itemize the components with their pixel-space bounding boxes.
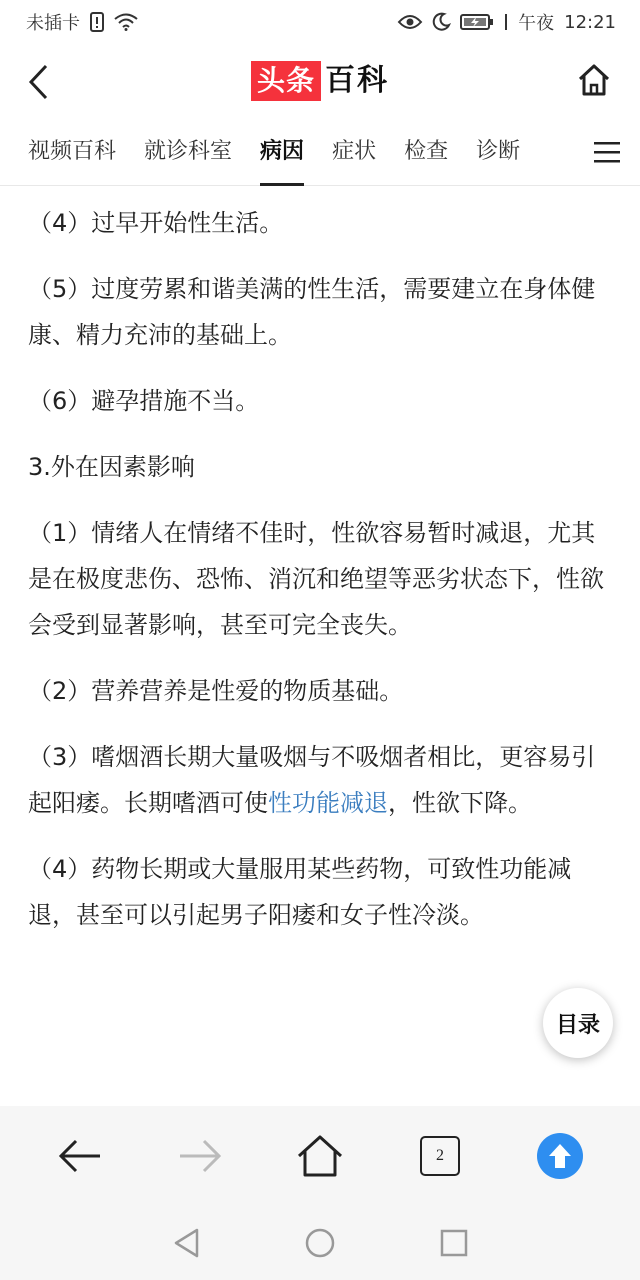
section-heading: 3.外在因素影响 bbox=[28, 453, 195, 481]
tab-symptoms[interactable]: 症状 bbox=[332, 138, 377, 164]
arrow-left-icon bbox=[58, 1138, 102, 1174]
separator-icon bbox=[504, 14, 508, 30]
browser-toolbar bbox=[0, 1106, 640, 1206]
browser-forward-button[interactable] bbox=[168, 1124, 232, 1188]
tab-diagnosis[interactable]: 诊断 bbox=[476, 138, 521, 164]
paragraph: （4）药物长期或大量服用某些药物，可致性功能减退，甚至可以引起男子阳痿和女子性冷淡。 bbox=[28, 855, 572, 929]
time-text: 12:21 bbox=[564, 11, 616, 33]
system-home-icon[interactable] bbox=[304, 1227, 336, 1259]
chevron-left-icon bbox=[27, 64, 49, 100]
paragraph: （5）过度劳累和谐美满的性生活，需要建立在身体健康、精力充沛的基础上。 bbox=[28, 275, 596, 349]
eye-icon bbox=[398, 14, 422, 30]
tabs-switcher-button[interactable] bbox=[408, 1124, 472, 1188]
period-text: 午夜 bbox=[518, 13, 555, 34]
up-arrow-icon bbox=[537, 1133, 583, 1179]
category-tabs bbox=[0, 118, 640, 186]
tab-examination[interactable]: 检查 bbox=[404, 138, 449, 164]
logo-part-red: 头条 bbox=[251, 61, 321, 101]
hamburger-icon bbox=[594, 141, 620, 163]
wifi-icon bbox=[114, 13, 138, 31]
paragraph: （1）情绪人在情绪不佳时，性欲容易暂时减退，尤其是在极度悲伤、恐怖、消沉和绝望等恶劣状态下，性欲会受到显著影响，甚至可完全丧失。 bbox=[28, 519, 604, 639]
header bbox=[0, 44, 640, 118]
home-icon bbox=[576, 62, 612, 98]
article-content bbox=[28, 186, 614, 1106]
paragraph-text: （3）嗜烟酒长期大量吸烟与不吸烟者相比，更容易引起阳痿。长期嗜酒可使 bbox=[28, 743, 596, 817]
sim-alert-icon bbox=[90, 12, 104, 32]
tabs-menu-button[interactable] bbox=[574, 118, 640, 185]
toc-button[interactable]: 目录 bbox=[543, 988, 613, 1058]
status-bar bbox=[0, 0, 640, 44]
system-recents-icon[interactable] bbox=[440, 1229, 468, 1257]
app-logo bbox=[251, 61, 389, 101]
scroll-top-button[interactable] bbox=[528, 1124, 592, 1188]
tab-cause[interactable]: 病因 bbox=[260, 118, 304, 186]
paragraph-text: ，性欲下降。 bbox=[388, 789, 532, 817]
tabs-fade bbox=[536, 118, 576, 185]
tab-department[interactable]: 就诊科室 bbox=[144, 138, 233, 164]
system-nav-bar bbox=[0, 1206, 640, 1280]
arrow-right-icon bbox=[178, 1138, 222, 1174]
home-icon bbox=[296, 1134, 344, 1178]
system-back-icon[interactable] bbox=[172, 1227, 200, 1259]
paragraph bbox=[28, 734, 614, 826]
paragraph: （4）过早开始性生活。 bbox=[28, 209, 284, 237]
tab-count: 2 bbox=[420, 1136, 460, 1176]
paragraph: （2）营养营养是性爱的物质基础。 bbox=[28, 677, 404, 705]
paragraph: （6）避孕措施不当。 bbox=[28, 387, 260, 415]
browser-home-button[interactable] bbox=[288, 1124, 352, 1188]
moon-icon bbox=[432, 13, 450, 31]
battery-icon bbox=[460, 13, 494, 31]
tab-video-encyclopedia[interactable]: 视频百科 bbox=[28, 138, 117, 164]
browser-back-button[interactable] bbox=[48, 1124, 112, 1188]
home-button[interactable] bbox=[574, 60, 614, 100]
back-button[interactable] bbox=[22, 62, 54, 102]
logo-part-black: 百科 bbox=[325, 63, 389, 98]
sexual-dysfunction-link[interactable]: 性功能减退 bbox=[268, 789, 388, 817]
carrier-text: 未插卡 bbox=[26, 13, 80, 34]
